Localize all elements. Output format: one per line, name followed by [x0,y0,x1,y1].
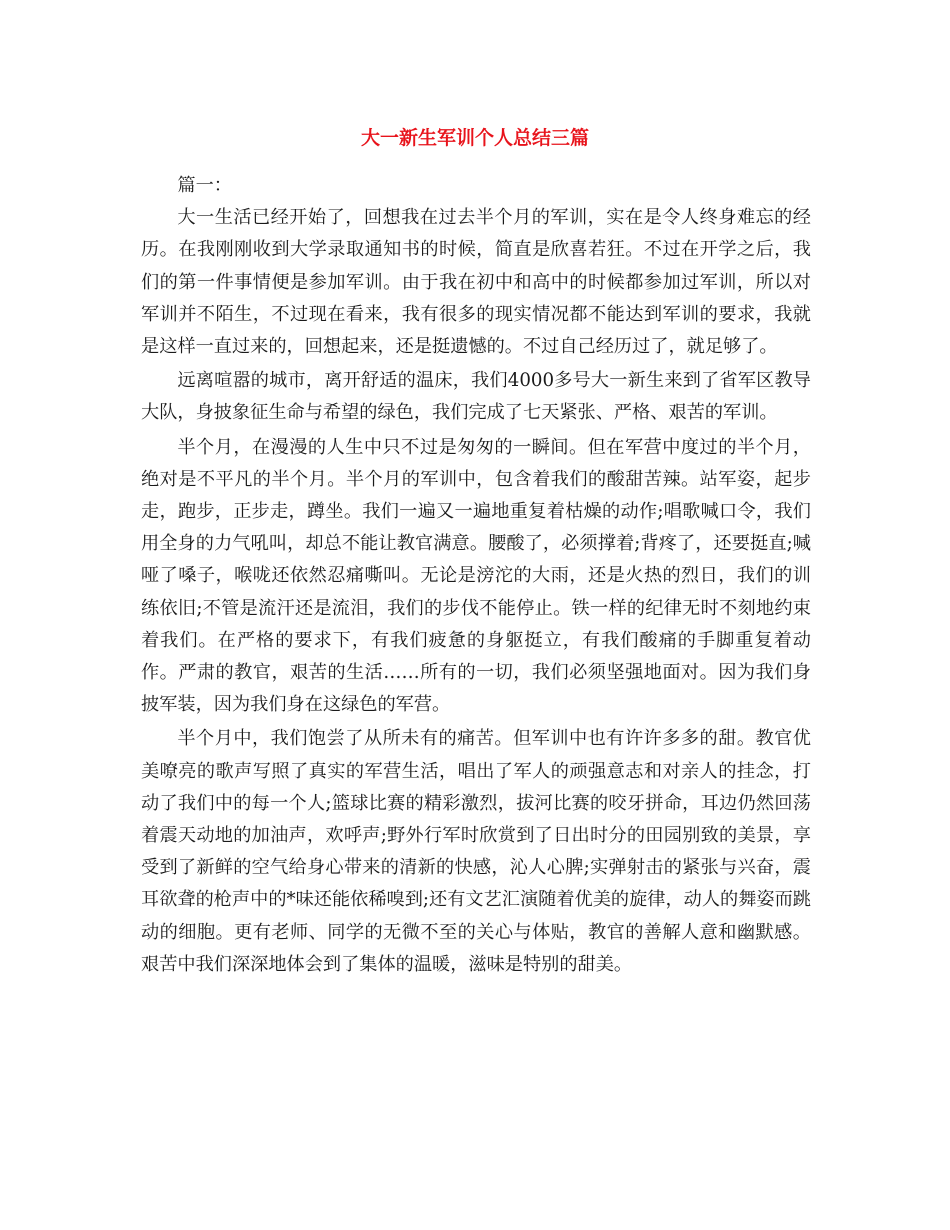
paragraph: 半个月，在漫漫的人生中只不过是匆匆的一瞬间。但在军营中度过的半个月，绝对是不平凡的半个月。半个月的军训中，包含着我们的酸甜苦辣。站军姿，起步走，跑步，正步走，蹲坐。我们一遍又一遍地重复着枯燥的动作;唱歌喊口令，我们用全身的力气吼叫，却总不能让教官满意。腰酸了，必须撑着;背疼了，还要挺直;喊哑了嗓子，喉咙还依然忍痛嘶叫。无论是滂沱的大雨，还是火热的烈日，我们的训练依旧;不管是流汗还是流泪，我们的步伐不能停止。铁一样的纪律无时不刻地约束着我们。在严格的要求下，有我们疲惫的身躯挺立，有我们酸痛的手脚重复着动作。严肃的教官，艰苦的生活……所有的一切，我们必须坚强地面对。因为我们身披军装，因为我们身在这绿色的军营。 [141,436,811,716]
document-title: 大一新生军训个人总结三篇 [360,127,589,149]
document-body [141,170,811,983]
section-heading: 篇一： [177,175,232,196]
paragraph: 半个月中，我们饱尝了从所未有的痛苦。但军训中也有许许多多的甜。教官优美嘹亮的歌声写照了真实的军营生活，唱出了军人的顽强意志和对亲人的挂念，打动了我们中的每一个人;篮球比赛的精彩激烈，拔河比赛的咬牙拼命，耳边仍然回荡着震天动地的加油声，欢呼声;野外行军时欣赏到了日出时分的田园别致的美景，享受到了新鲜的空气给身心带来的清新的快感，沁人心脾;实弹射击的紧张与兴奋，震耳欲聋的枪声中的*味还能依稀嗅到;还有文艺汇演随着优美的旋律，动人的舞姿而跳动的细胞。更有老师、同学的无微不至的关心与体贴，教官的善解人意和幽默感。艰苦中我们深深地体会到了集体的温暖，滋味是特别的甜美。 [141,728,811,975]
paragraph: 远离喧嚣的城市，离开舒适的温床，我们4000多号大一新生来到了省军区教导大队，身披象征生命与希望的绿色，我们完成了七天紧张、严格、艰苦的军训。 [141,370,811,424]
paragraph: 大一生活已经开始了，回想我在过去半个月的军训，实在是令人终身难忘的经历。在我刚刚收到大学录取通知书的时候，简直是欣喜若狂。不过在开学之后，我们的第一件事情便是参加军训。由于我在初中和高中的时候都参加过军训，所以对军训并不陌生，不过现在看来，我有很多的现实情况都不能达到军训的要求，我就是这样一直过来的，回想起来，还是挺遗憾的。不过自己经历过了，就足够了。 [141,207,811,358]
